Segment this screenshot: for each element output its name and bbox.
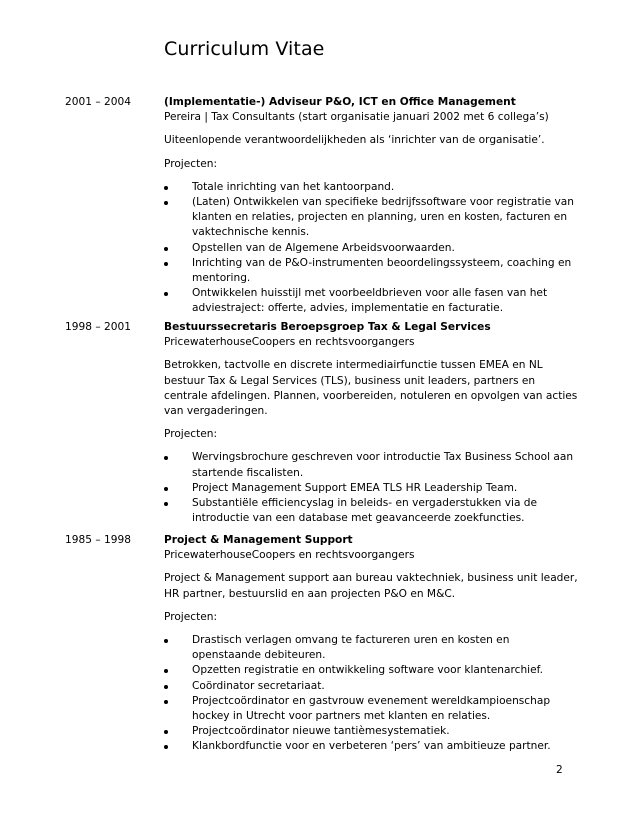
- entry-company: Pereira | Tax Consultants (start organisatie januari 2002 met 6 collega’s): [164, 111, 549, 124]
- project-text: Project Management Support EMEA TLS HR Leadership Team.: [192, 481, 518, 494]
- list-item: [164, 241, 578, 256]
- bullet-icon: [164, 669, 168, 673]
- project-text: Wervingsbrochure geschreven voor introductie Tax Business School aan startende fiscalisten.: [192, 451, 574, 479]
- entry-role: (Implementatie-) Adviseur P&O, ICT en Office Management: [164, 96, 516, 108]
- entry-body: [164, 95, 578, 317]
- entry-period: 2001 – 2004: [65, 96, 131, 108]
- bullet-icon: [164, 456, 168, 460]
- project-text: Totale inrichting van het kantoorpand.: [192, 180, 395, 193]
- bullet-icon: [164, 186, 168, 190]
- page-number: 2: [556, 764, 563, 776]
- list-item: [164, 679, 578, 694]
- project-text: Klankbordfunctie voor en verbeteren ‘pers’ van ambitieuze partner.: [192, 740, 551, 753]
- list-item: [164, 256, 578, 286]
- bullet-icon: [164, 201, 168, 205]
- entry-company: PricewaterhouseCoopers en rechtsvoorgangers: [164, 549, 415, 562]
- project-list: [164, 633, 578, 755]
- entry-projects-label: Projecten:: [164, 428, 218, 441]
- project-text: Opzetten registratie en ontwikkeling software voor klantenarchief.: [192, 664, 543, 677]
- list-item: [164, 195, 578, 241]
- entry-description: Betrokken, tactvolle en discrete intermediairfunctie tussen EMEA en NL bestuur Tax & Legal Services (TLS), business unit leaders, partners en centrale afdelingen. Plannen, voorbereiden, notuleren en opvolgen van acties van vergaderingen.: [164, 359, 578, 418]
- bullet-icon: [164, 700, 168, 704]
- project-list: [164, 180, 578, 317]
- bullet-icon: [164, 502, 168, 506]
- entry-description: Project & Management support aan bureau vaktechniek, business unit leader, HR partner, bestuurslid en aan projecten P&O en M&C.: [164, 572, 578, 600]
- project-text: Inrichting van de P&O-instrumenten beoordelingssysteem, coaching en mentoring.: [192, 256, 572, 285]
- project-text: Projectcoördinator en gastvrouw evenement wereldkampioenschap hockey in Utrecht voor partners met klanten en relaties.: [192, 694, 551, 723]
- entry-role: Project & Management Support: [164, 534, 353, 546]
- list-item: [164, 481, 578, 496]
- project-text: Drastisch verlagen omvang te factureren uren en kosten en openstaande debiteuren.: [192, 634, 510, 662]
- entry-period: 1985 – 1998: [65, 534, 131, 546]
- project-text: Ontwikkelen huisstijl met voorbeeldbrieven voor alle fasen van het adviestraject: offerte, advies, implementatie en facturatie.: [192, 287, 548, 315]
- bullet-icon: [164, 730, 168, 734]
- project-text: Substantiële efficiencyslag in beleids- en vergaderstukken via de introductie van een database met geavanceerde zoekfuncties.: [192, 497, 538, 525]
- entry-period: 1998 – 2001: [65, 321, 131, 333]
- list-item: [164, 180, 578, 195]
- list-item: [164, 663, 578, 678]
- project-list: [164, 450, 578, 526]
- page-title: Curriculum Vitae: [164, 38, 325, 60]
- bullet-icon: [164, 292, 168, 296]
- entry-projects-label: Projecten:: [164, 610, 218, 623]
- project-text: Coördinator secretariaat.: [192, 679, 325, 692]
- bullet-icon: [164, 745, 168, 749]
- list-item: [164, 450, 578, 480]
- bullet-icon: [164, 685, 168, 689]
- list-item: [164, 724, 578, 739]
- bullet-icon: [164, 247, 168, 251]
- project-text: Projectcoördinator nieuwe tantièmesystematiek.: [192, 725, 450, 738]
- list-item: [164, 496, 578, 526]
- entry-body: [164, 320, 578, 526]
- project-text: Opstellen van de Algemene Arbeidsvoorwaarden.: [192, 241, 455, 254]
- entry-projects-label: Projecten:: [164, 157, 218, 170]
- bullet-icon: [164, 487, 168, 491]
- list-item: [164, 739, 578, 754]
- entry-body: [164, 533, 578, 755]
- list-item: [164, 633, 578, 663]
- bullet-icon: [164, 639, 168, 643]
- list-item: [164, 286, 578, 316]
- entry-description: Uiteenlopende verantwoordelijkheden als ‘inrichter van de organisatie’.: [164, 134, 545, 147]
- entry-company: PricewaterhouseCoopers en rechtsvoorgangers: [164, 336, 415, 349]
- entry-role: Bestuurssecretaris Beroepsgroep Tax & Legal Services: [164, 321, 491, 333]
- project-text: (Laten) Ontwikkelen van specifieke bedrijfssoftware voor registratie van klanten en relaties, projecten en planning, uren en kosten, facturen en vaktechnische kennis.: [192, 196, 574, 239]
- list-item: [164, 694, 578, 724]
- bullet-icon: [164, 262, 168, 266]
